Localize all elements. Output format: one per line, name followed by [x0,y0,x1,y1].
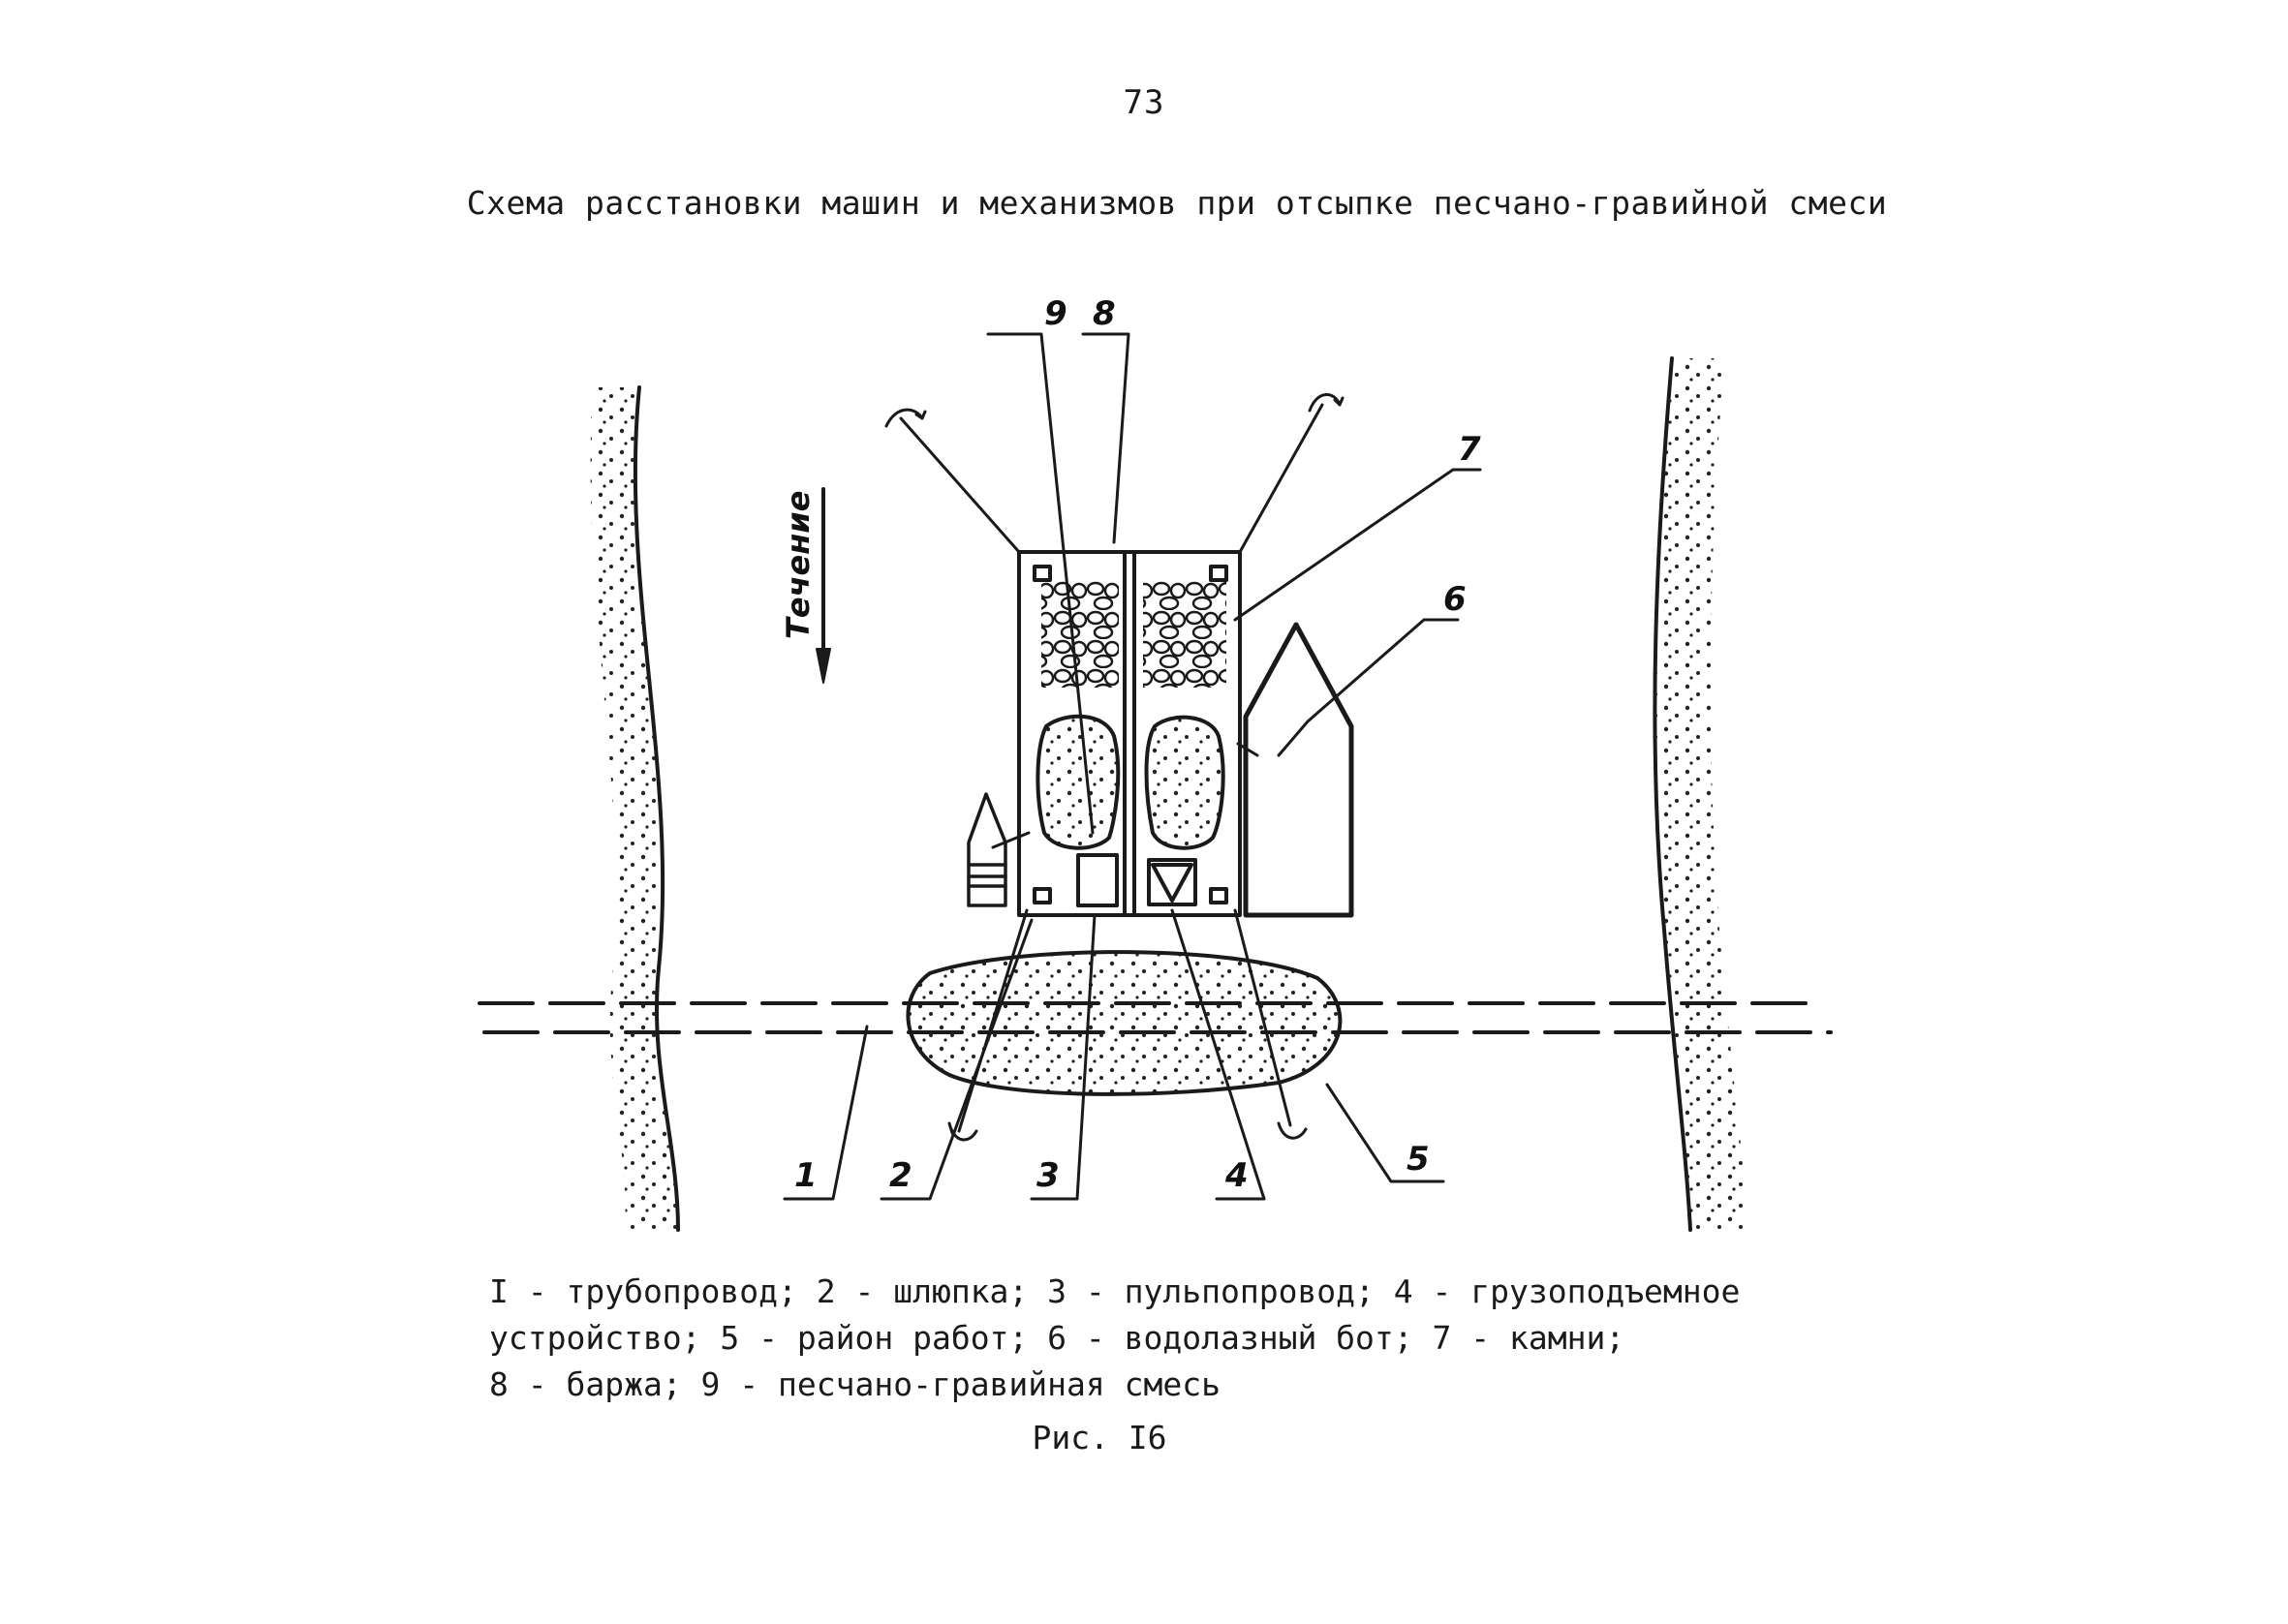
callout-1: 1 [794,1156,818,1195]
callout-7: 7 [1458,430,1481,469]
page-number: 73 [1123,83,1165,122]
callout-6: 6 [1443,580,1467,619]
current-label: Течение [780,490,817,639]
page-title: Схема расстановки машин и механизмов при отсыпке песчано-гравийной смеси [466,184,1888,222]
diving-boat [1246,625,1351,915]
legend-line: I - трубопровод; 2 - шлюпка; 3 - пульпопровод; 4 - грузоподъемное [489,1272,1741,1310]
left-riverbank [591,387,678,1230]
skiff [969,794,1005,905]
right-riverbank [1654,358,1748,1230]
legend [489,1269,1845,1408]
callout-2: 2 [889,1156,912,1195]
legend-line: устройство; 5 - район работ; 6 - водолазный бот; 7 - камни; [489,1319,1625,1357]
callout-4: 4 [1225,1156,1249,1195]
callout-5: 5 [1407,1140,1430,1179]
callout-3: 3 [1036,1156,1060,1195]
barge [1019,552,1240,915]
current-arrow [780,489,830,683]
figure-caption: Рис. I6 [1032,1419,1167,1456]
work-area-mound [908,952,1340,1094]
callout-9: 9 [1044,294,1067,333]
callout-8: 8 [1093,294,1116,333]
legend-line: 8 - баржа; 9 - песчано-гравийная смесь [489,1365,1221,1403]
